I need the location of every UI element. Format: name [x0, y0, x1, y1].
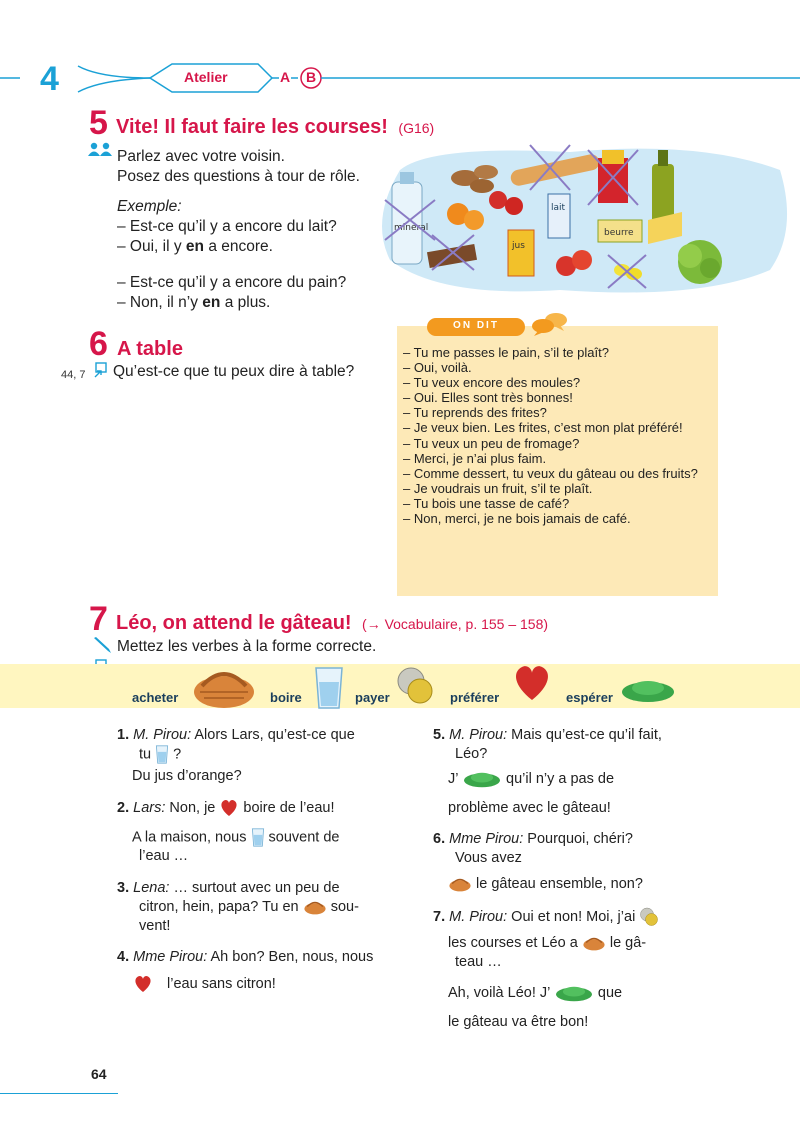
item-7-text-b: les courses et Léo a [448, 935, 578, 951]
item-1-text-a: Alors Lars, qu’est-ce que [194, 727, 355, 743]
coins-icon [639, 907, 659, 927]
label-lait: lait [551, 203, 566, 213]
example-line-2: – Oui, il y en a encore. [117, 238, 273, 255]
item-1-line-a [117, 726, 355, 745]
exercise-5-instruction-2: Posez des questions à tour de rôle. [117, 168, 360, 185]
item-5-line-c [448, 770, 614, 789]
exercise-6-question: Qu’est-ce que tu peux dire à table? [113, 363, 355, 380]
item-1-speaker: M. Pirou: [133, 727, 192, 743]
item-2-text-e: l’eau … [139, 848, 189, 864]
exercise-5-title: Vite! Il faut faire les courses! [116, 116, 388, 138]
item-2-speaker: Lars: [133, 800, 166, 816]
pair-work-icon [87, 142, 113, 158]
footer-rule [0, 1093, 118, 1094]
example-label: Exemple: [117, 198, 182, 215]
exercise-6-title: A table [117, 338, 183, 360]
exercise-6-side-ref: 44, 7 [61, 369, 86, 381]
exercise-7-title: Léo, on attend le gâteau! [116, 612, 352, 634]
item-2-text-b: boire de l’eau! [243, 800, 335, 816]
unit-number: 4 [40, 60, 59, 98]
item-5-speaker: M. Pirou: [449, 727, 508, 743]
on-dit-label: ON DIT [453, 320, 499, 331]
item-1-text-d: Du jus d’orange? [132, 768, 242, 784]
on-dit-box [397, 326, 718, 596]
on-dit-line: – Tu veux encore des moules? [403, 375, 581, 391]
header-letter-b: B [306, 69, 317, 85]
on-dit-line: – Oui. Elles sont très bonnes! [403, 390, 573, 406]
header-rule [0, 56, 800, 100]
glass-icon [155, 745, 169, 764]
item-7-text-d: teau … [455, 954, 502, 970]
speech-bubbles-icon [530, 311, 570, 337]
item-7-text-f: que [597, 985, 623, 1001]
item-7-text-a: Oui et non! Moi, j’ai [511, 908, 636, 925]
on-dit-line: – Tu bois une tasse de café? [403, 495, 570, 511]
glass-icon [313, 666, 345, 710]
item-7-line-e [448, 984, 622, 1003]
item-5-number: 5. [433, 727, 446, 743]
item-3-text-a: … surtout avec un peu de [173, 880, 340, 896]
hope-shape-icon [462, 770, 502, 788]
on-dit-line: – Tu reprends des frites? [403, 405, 547, 421]
on-dit-line: – Tu veux un peu de fromage? [403, 435, 580, 451]
exercise-7-ref: (→ Vocabulaire, p. 155 – 158) [362, 616, 549, 632]
item-5-text-e: problème avec le gâteau! [448, 800, 611, 816]
item-3-line-b [139, 898, 359, 917]
label-mineral: minéral [394, 223, 429, 233]
item-2-text-c: A la maison, nous [132, 829, 247, 846]
exercise-5-number: 5 [89, 104, 108, 142]
on-dit-line: – Non, merci, je ne bois jamais de café. [403, 511, 631, 527]
item-2-text-d: souvent de [268, 829, 340, 846]
hope-shape-icon [554, 984, 594, 1002]
item-7-text-c: le gâ- [609, 935, 647, 951]
item-5-text-a: Mais qu’est-ce qu’il fait, [511, 727, 662, 743]
on-dit-line: – Tu me passes le pain, s’il te plaît? [403, 345, 609, 360]
item-5-line-a [433, 726, 662, 745]
verb-esperer: espérer [566, 690, 613, 705]
item-4-line-a [117, 948, 373, 967]
exercise-6-number: 6 [89, 325, 108, 363]
item-4-speaker: Mme Pirou: [133, 949, 208, 965]
item-5-text-d: qu’il n’y a pas de [506, 771, 615, 787]
item-6-text-b: Vous avez [455, 850, 522, 866]
basket-icon [582, 934, 606, 952]
item-2-number: 2. [117, 800, 130, 816]
heart-icon [133, 975, 153, 993]
exercise-5-ref: (G16) [398, 120, 435, 136]
item-7-number: 7. [433, 908, 446, 925]
item-7-speaker: M. Pirou: [449, 908, 508, 925]
item-2-text-a: Non, je [169, 800, 216, 816]
on-dit-list [403, 345, 710, 526]
item-6-line-c [448, 875, 643, 894]
example-line-1: – Est-ce qu’il y a encore du lait? [117, 218, 337, 235]
item-1-text-b: tu [139, 746, 152, 763]
item-6-text-c: le gâteau ensemble, non? [476, 876, 643, 892]
item-5-text-b: Léo? [455, 746, 488, 762]
workbook-icon [93, 362, 108, 379]
item-5-text-c: J’ [448, 771, 458, 787]
item-6-speaker: Mme Pirou: [449, 831, 524, 847]
item-1-line-b [139, 745, 181, 764]
item-2-line-c [132, 828, 339, 847]
header-letter-a: A [280, 69, 291, 85]
coins-icon [395, 666, 435, 706]
heart-icon [219, 799, 239, 817]
item-7-text-e: Ah, voilà Léo! J’ [448, 985, 550, 1001]
verb-acheter: acheter [132, 690, 179, 705]
label-jus: jus [512, 241, 525, 251]
item-3-speaker: Lena: [133, 880, 170, 896]
example-line-4: – Non, il n’y en a plus. [117, 294, 271, 311]
item-2-line-a [117, 799, 335, 818]
item-3-text-d: vent! [139, 918, 171, 934]
item-4-number: 4. [117, 949, 130, 965]
item-7-line-a [433, 907, 659, 927]
item-3-text-c: sou- [330, 899, 359, 915]
exercise-5-heading [116, 116, 434, 139]
item-7-text-g: le gâteau va être bon! [448, 1014, 589, 1030]
example-line-3: – Est-ce qu’il y a encore du pain? [117, 274, 347, 291]
exercise-7-number: 7 [89, 600, 108, 638]
item-1-text-c: ? [173, 746, 182, 763]
item-3-number: 3. [117, 880, 130, 896]
basket-icon [303, 898, 327, 916]
verb-preferer: préférer [450, 690, 500, 705]
on-dit-line: – Comme dessert, tu veux du gâteau ou des fruits? [403, 465, 698, 481]
item-4-line-b [133, 975, 276, 994]
item-6-number: 6. [433, 831, 446, 847]
page-number: 64 [91, 1066, 107, 1082]
item-7-line-b [448, 934, 646, 953]
on-dit-line: – Je voudrais un fruit, s’il te plaît. [403, 480, 593, 496]
item-6-text-a: Pourquoi, chéri? [527, 831, 633, 847]
item-3-text-b: citron, hein, papa? Tu en [139, 899, 299, 915]
verb-boire: boire [270, 690, 302, 705]
item-3-line-a [117, 879, 340, 898]
heart-icon [512, 664, 552, 702]
basket-icon [190, 664, 258, 710]
item-4-text-b: l’eau sans citron! [167, 976, 276, 992]
item-4-text-a: Ah bon? Ben, nous, nous [210, 949, 374, 965]
item-1-number: 1. [117, 727, 130, 743]
on-dit-line: – Je veux bien. Les frites, c’est mon plat préféré! [403, 420, 683, 436]
exercise-7-instruction: Mettez les verbes à la forme correcte. [117, 638, 377, 655]
on-dit-line: – Merci, je n’ai plus faim. [403, 450, 547, 466]
groceries-illustration [370, 140, 795, 298]
verb-payer: payer [355, 690, 390, 705]
exercise-5-instruction-1: Parlez avec votre voisin. [117, 148, 285, 165]
glass-icon [251, 828, 265, 847]
on-dit-line: – Oui, voilà. [403, 360, 472, 376]
exercise-7-heading [116, 612, 548, 635]
label-beurre: beurre [604, 228, 634, 238]
hope-shape-icon [620, 677, 676, 703]
pencil-icon [92, 636, 112, 654]
basket-icon [448, 875, 472, 893]
item-6-line-a [433, 830, 633, 849]
atelier-label: Atelier [184, 69, 228, 85]
